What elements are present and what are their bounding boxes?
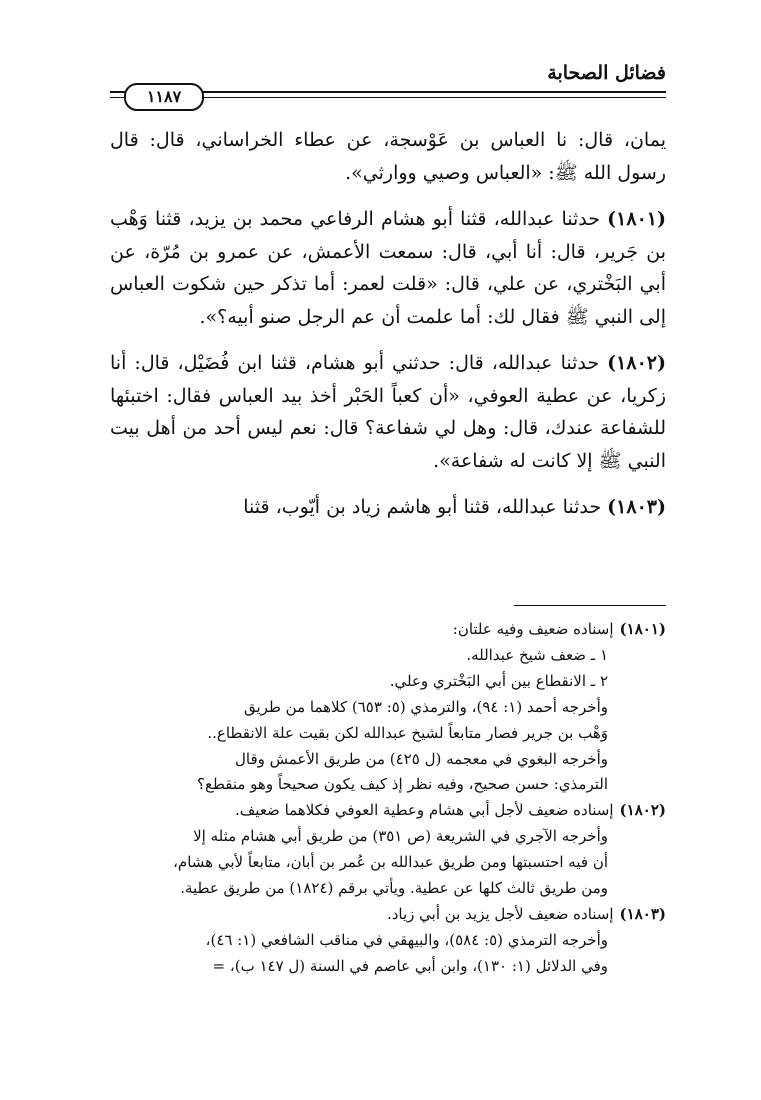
footnote-text: وأخرجه الآجري في الشريعة (ص ٣٥١) من طريق أبي هشام مثله إلا: [193, 827, 608, 846]
footnote-text: ومن طريق ثالث كلها عن عطية. ويأتي برقم (١٨٢٤) من طريق عطية.: [180, 879, 608, 898]
paragraph: [110, 347, 666, 477]
paragraph: [110, 491, 666, 524]
paragraph: [110, 124, 666, 189]
footnote-number: (١٨٠١): [619, 620, 666, 638]
footnote-line: [110, 643, 666, 669]
footnote-number: (١٨٠٢): [619, 801, 666, 820]
footnote-line: [110, 902, 666, 928]
footnote-line: [110, 772, 666, 798]
page-number: ١١٨٧: [124, 83, 204, 111]
paragraph-text: حدثنا عبدالله، قثنا أبو هاشم زياد بن أيّوب، قثنا: [243, 496, 602, 518]
footnote-line: [110, 824, 666, 850]
main-text: [110, 124, 666, 538]
paragraph-text: يمان، قال: نا العباس بن عَوْسجة، عن عطاء الخراساني، قال: قال رسول الله ﷺ: «العباس وصيي ووارثي».: [110, 129, 666, 184]
footnote-separator: [514, 605, 666, 606]
footnote-line: [110, 928, 666, 954]
running-title: فضائل الصحابة: [547, 62, 666, 84]
footnote-line: [110, 747, 666, 773]
hadith-number: (١٨٠٢): [607, 352, 666, 374]
hadith-number: (١٨٠١): [607, 208, 666, 230]
footnote-text: وأخرجه أحمد (١: ٩٤)، والترمذي (٥: ٦٥٣) كلاهما من طريق: [243, 697, 608, 716]
footnote-line: [110, 721, 666, 747]
footnote-text: أن فيه احتسبتها ومن طريق عبدالله بن عُمر بن أبان، متابعاً لأبي هشام،: [173, 853, 608, 872]
footnote-line: [110, 876, 666, 902]
footnote-line: [110, 617, 666, 643]
footnote-text: ١ ـ ضعف شيخ عبدالله.: [466, 645, 608, 664]
footnote-line: [110, 669, 666, 695]
footnote-text: إسناده ضعيف وفيه علتان:: [452, 620, 614, 638]
footnote-line: [110, 954, 666, 980]
footnote-line: [110, 798, 666, 824]
page-header: [110, 62, 666, 106]
paragraph-text: حدثنا عبدالله، قثنا أبو هشام الرفاعي محمد بن يزيد، قثنا وَهْب بن جَرير، قال: أنا أبي، قال: سمعت الأعمش، عن عمرو بن مُرّة، عن أبي البَخْتري، عن علي، قال: «قلت لعمر: أما تذكر حين شكوت العباس إلى النبي ﷺ فقال لك: أما علمت أن عم الرجل صنو أبيه؟».: [110, 208, 666, 328]
footnote-text: وفي الدلائل (١: ١٣٠)، وابن أبي عاصم في السنة (ل ١٤٧ ب)، =: [212, 956, 608, 975]
footnote-line: [110, 695, 666, 721]
footnote-text: إسناده ضعيف لأجل يزيد بن أبي زياد.: [386, 904, 614, 923]
footnote-text: وأخرجه البغوي في معجمه (ل ٤٢٥) من طريق الأعمش وقال: [234, 749, 608, 768]
footnote-text: إسناده ضعيف لأجل أبي هشام وعطية العوفي فكلاهما ضعيف.: [235, 801, 614, 820]
hadith-number: (١٨٠٣): [607, 496, 666, 518]
footnotes: [110, 617, 666, 980]
footnote-line: [110, 850, 666, 876]
paragraph: [110, 203, 666, 333]
footnote-number: (١٨٠٣): [619, 904, 666, 923]
footnote-text: ٢ ـ الانقطاع بين أبي البَخْتري وعلي.: [389, 671, 608, 690]
footnote-text: وأخرجه الترمذي (٥: ٥٨٤)، والبيهقي في مناقب الشافعي (١: ٤٦)،: [205, 930, 608, 949]
paragraph-text: حدثنا عبدالله، قال: حدثني أبو هشام، قثنا ابن فُضَيْل، قال: أنا زكريا، عن عطية العوفي، «أن كعباً الحَبْر أخذ بيد العباس فقال: اختبئها للشفاعة عندك، قال: وهل لي شفاعة؟ قال: نعم ليس أحد من أهل بيت النبي ﷺ إلا كانت له شفاعة».: [110, 352, 666, 472]
footnote-text: الترمذي: حسن صحيح، وفيه نظر إذ كيف يكون صحيحاً وهو منقطع؟: [197, 775, 608, 794]
footnote-text: وَهْب بن جرير فصار متابعاً لشيخ عبدالله لكن بقيت علة الانقطاع..: [207, 723, 608, 742]
